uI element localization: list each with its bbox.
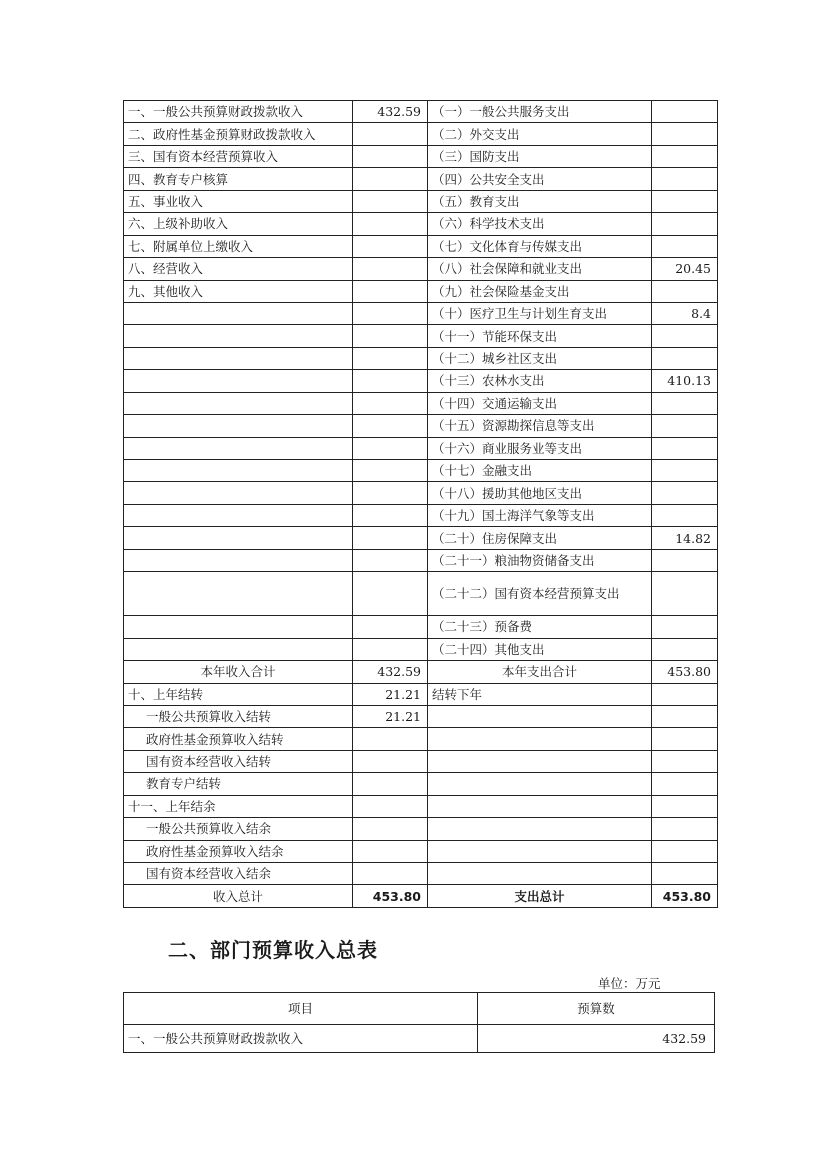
carryover-value — [353, 863, 428, 885]
income-label: 八、经营收入 — [124, 258, 353, 280]
empty-cell — [124, 325, 353, 347]
table-row — [124, 840, 718, 862]
expense-value — [652, 101, 718, 123]
carryover-label: 国有资本经营收入结余 — [124, 863, 353, 885]
expense-value — [652, 415, 718, 437]
empty-cell — [124, 392, 353, 414]
table-row — [124, 392, 718, 414]
expense-label: （十六）商业服务业等支出 — [428, 437, 652, 459]
empty-cell — [353, 549, 428, 571]
item-label: 一、一般公共预算财政拨款收入 — [124, 1025, 478, 1053]
expense-label: （二十四）其他支出 — [428, 638, 652, 660]
empty-cell — [124, 347, 353, 369]
table-row — [124, 527, 718, 549]
carryover-right-label — [428, 773, 652, 795]
income-grand-total: 453.80 — [353, 885, 428, 907]
income-value — [353, 213, 428, 235]
income-value — [353, 145, 428, 167]
expense-label: （五）教育支出 — [428, 190, 652, 212]
empty-cell — [353, 347, 428, 369]
table-header-row — [124, 993, 715, 1025]
table-row — [124, 1025, 715, 1053]
expense-label: （十八）援助其他地区支出 — [428, 482, 652, 504]
expense-value — [652, 123, 718, 145]
empty-cell — [124, 549, 353, 571]
table-row — [124, 705, 718, 727]
empty-cell — [124, 460, 353, 482]
empty-cell — [652, 728, 718, 750]
expense-label: （四）公共安全支出 — [428, 168, 652, 190]
expense-value — [652, 325, 718, 347]
year-expense-total-label: 本年支出合计 — [428, 661, 652, 683]
expense-label: （十二）城乡社区支出 — [428, 347, 652, 369]
expense-value: 410.13 — [652, 370, 718, 392]
expense-label: （二十三）预备费 — [428, 616, 652, 638]
table-row — [124, 683, 718, 705]
carryover-label: 教育专户结转 — [124, 773, 353, 795]
expense-value: 20.45 — [652, 258, 718, 280]
year-total-row — [124, 661, 718, 683]
expense-value — [652, 392, 718, 414]
table-row — [124, 728, 718, 750]
empty-cell — [124, 527, 353, 549]
expense-value: 8.4 — [652, 302, 718, 324]
income-label: 二、政府性基金预算财政拨款收入 — [124, 123, 353, 145]
income-label: 三、国有资本经营预算收入 — [124, 145, 353, 167]
income-label: 七、附属单位上缴收入 — [124, 235, 353, 257]
header-amount: 预算数 — [478, 993, 715, 1025]
table-row — [124, 145, 718, 167]
expense-value: 14.82 — [652, 527, 718, 549]
expense-value — [652, 235, 718, 257]
income-summary-table — [123, 992, 715, 1053]
expense-label: （十一）节能环保支出 — [428, 325, 652, 347]
income-label: 六、上级补助收入 — [124, 213, 353, 235]
expense-label: （十）医疗卫生与计划生育支出 — [428, 302, 652, 324]
empty-cell — [353, 482, 428, 504]
expense-label: （二十二）国有资本经营预算支出 — [428, 572, 652, 616]
carryover-right-label — [428, 705, 652, 727]
table-row — [124, 460, 718, 482]
expense-value — [652, 549, 718, 571]
item-amount: 432.59 — [478, 1025, 715, 1053]
expense-value — [652, 638, 718, 660]
expense-label: （八）社会保障和就业支出 — [428, 258, 652, 280]
table-row — [124, 795, 718, 817]
table-row — [124, 818, 718, 840]
expense-value — [652, 572, 718, 616]
table-row — [124, 258, 718, 280]
table-row — [124, 638, 718, 660]
carryover-value: 21.21 — [353, 683, 428, 705]
income-value — [353, 190, 428, 212]
table-row — [124, 302, 718, 324]
carryover-label: 政府性基金预算收入结余 — [124, 840, 353, 862]
table-row — [124, 370, 718, 392]
year-income-total-label: 本年收入合计 — [124, 661, 353, 683]
carryover-right-label — [428, 818, 652, 840]
empty-cell — [353, 370, 428, 392]
table-row — [124, 863, 718, 885]
empty-cell — [353, 460, 428, 482]
carryover-value — [353, 750, 428, 772]
table-row — [124, 213, 718, 235]
income-label: 五、事业收入 — [124, 190, 353, 212]
carryover-label: 国有资本经营收入结转 — [124, 750, 353, 772]
empty-cell — [353, 504, 428, 526]
carryover-right-label — [428, 750, 652, 772]
table-row — [124, 123, 718, 145]
empty-cell — [652, 840, 718, 862]
carryover-value — [353, 773, 428, 795]
table-row — [124, 773, 718, 795]
empty-cell — [652, 683, 718, 705]
empty-cell — [124, 638, 353, 660]
empty-cell — [652, 863, 718, 885]
empty-cell — [652, 705, 718, 727]
carryover-right-label — [428, 840, 652, 862]
table-row — [124, 235, 718, 257]
table-row — [124, 168, 718, 190]
expense-label: （九）社会保险基金支出 — [428, 280, 652, 302]
empty-cell — [124, 572, 353, 616]
expense-value — [652, 168, 718, 190]
carryover-value — [353, 818, 428, 840]
table-row — [124, 415, 718, 437]
expense-label: （二十一）粮油物资储备支出 — [428, 549, 652, 571]
carryover-right-label — [428, 795, 652, 817]
empty-cell — [353, 302, 428, 324]
income-value: 432.59 — [353, 101, 428, 123]
expense-value — [652, 213, 718, 235]
expense-label: （三）国防支出 — [428, 145, 652, 167]
expense-label: （一）一般公共服务支出 — [428, 101, 652, 123]
expense-value — [652, 437, 718, 459]
carryover-label: 政府性基金预算收入结转 — [124, 728, 353, 750]
unit-label: 单位：万元 — [598, 976, 661, 991]
carryover-right-label — [428, 863, 652, 885]
expense-value — [652, 347, 718, 369]
expense-label: （十五）资源勘探信息等支出 — [428, 415, 652, 437]
income-value — [353, 258, 428, 280]
empty-cell — [353, 392, 428, 414]
income-value — [353, 280, 428, 302]
income-value — [353, 123, 428, 145]
income-label: 一、一般公共预算财政拨款收入 — [124, 101, 353, 123]
carryover-right-label — [428, 728, 652, 750]
empty-cell — [124, 482, 353, 504]
empty-cell — [353, 616, 428, 638]
expense-value — [652, 145, 718, 167]
carryover-label: 一般公共预算收入结转 — [124, 705, 353, 727]
expense-label: （十九）国土海洋气象等支出 — [428, 504, 652, 526]
table-row — [124, 549, 718, 571]
empty-cell — [353, 527, 428, 549]
income-label: 四、教育专户核算 — [124, 168, 353, 190]
carryover-label: 一般公共预算收入结余 — [124, 818, 353, 840]
expense-value — [652, 280, 718, 302]
empty-cell — [124, 370, 353, 392]
grand-total-row — [124, 885, 718, 907]
expense-value — [652, 616, 718, 638]
budget-summary-table — [123, 100, 718, 908]
expense-value — [652, 504, 718, 526]
table-row — [124, 750, 718, 772]
empty-cell — [652, 750, 718, 772]
carryover-label: 十、上年结转 — [124, 683, 353, 705]
expense-label: （十三）农林水支出 — [428, 370, 652, 392]
table-row — [124, 325, 718, 347]
expense-value — [652, 482, 718, 504]
empty-cell — [124, 437, 353, 459]
empty-cell — [353, 415, 428, 437]
income-value — [353, 235, 428, 257]
year-income-total: 432.59 — [353, 661, 428, 683]
income-value — [353, 168, 428, 190]
expense-label: （十七）金融支出 — [428, 460, 652, 482]
empty-cell — [652, 773, 718, 795]
expense-label: （十四）交通运输支出 — [428, 392, 652, 414]
table-row — [124, 101, 718, 123]
empty-cell — [124, 616, 353, 638]
expense-label: （六）科学技术支出 — [428, 213, 652, 235]
table-row — [124, 482, 718, 504]
income-grand-total-label: 收入总计 — [124, 885, 353, 907]
empty-cell — [124, 302, 353, 324]
table-row — [124, 347, 718, 369]
table-row — [124, 280, 718, 302]
expense-value — [652, 460, 718, 482]
empty-cell — [124, 504, 353, 526]
section-title: 二、部门预算收入总表 — [168, 938, 378, 962]
empty-cell — [353, 572, 428, 616]
carryover-value: 21.21 — [353, 705, 428, 727]
empty-cell — [353, 638, 428, 660]
table-row — [124, 572, 718, 616]
year-expense-total: 453.80 — [652, 661, 718, 683]
expense-grand-total-label: 支出总计 — [428, 885, 652, 907]
empty-cell — [124, 415, 353, 437]
table-row — [124, 437, 718, 459]
header-item: 项目 — [124, 993, 478, 1025]
carryover-value — [353, 728, 428, 750]
expense-label: （二）外交支出 — [428, 123, 652, 145]
carryover-value — [353, 795, 428, 817]
expense-value — [652, 190, 718, 212]
table-row — [124, 504, 718, 526]
empty-cell — [652, 818, 718, 840]
table-row — [124, 616, 718, 638]
carryover-value — [353, 840, 428, 862]
empty-cell — [652, 795, 718, 817]
expense-grand-total: 453.80 — [652, 885, 718, 907]
table-row — [124, 190, 718, 212]
expense-label: （七）文化体育与传媒支出 — [428, 235, 652, 257]
carryover-label: 十一、上年结余 — [124, 795, 353, 817]
carryover-right-label: 结转下年 — [428, 683, 652, 705]
empty-cell — [353, 437, 428, 459]
income-label: 九、其他收入 — [124, 280, 353, 302]
expense-label: （二十）住房保障支出 — [428, 527, 652, 549]
empty-cell — [353, 325, 428, 347]
